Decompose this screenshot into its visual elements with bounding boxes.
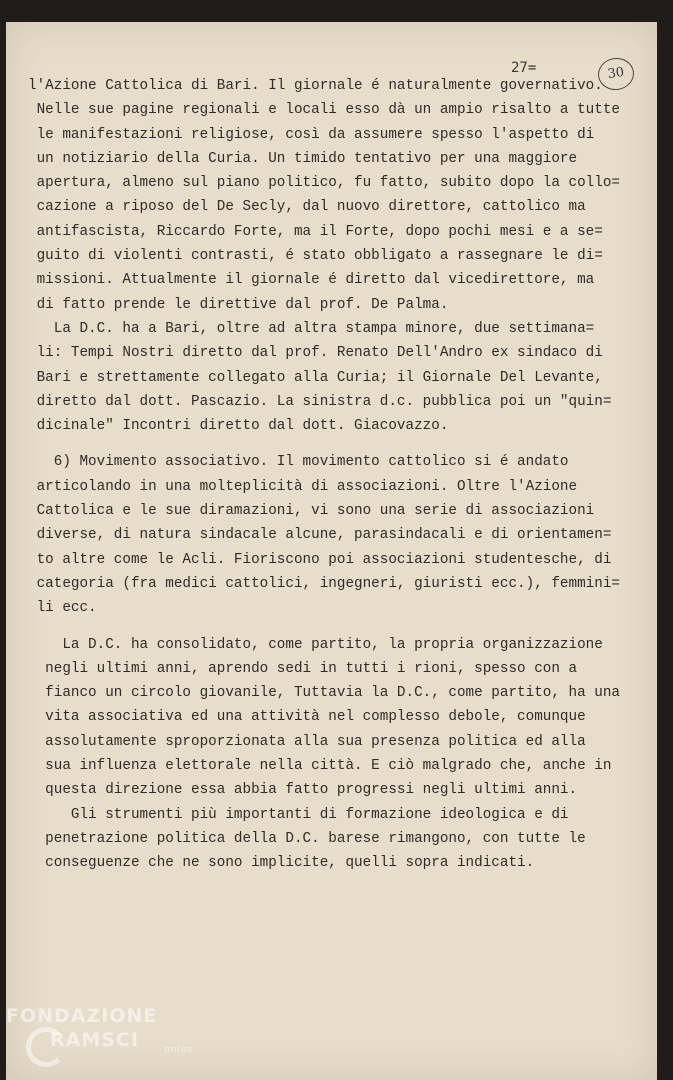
text-line: diretto dal dott. Pascazio. La sinistra d.c. pubblica poi un "quin= (28, 393, 612, 410)
text-line: antifascista, Riccardo Forte, ma il Forte, dopo pochi mesi e a se= (28, 223, 603, 240)
text-line: penetrazione politica della D.C. barese rimangono, con tutte le (28, 830, 586, 847)
text-line: di fatto prende le direttive dal prof. De Palma. (28, 296, 449, 313)
text-line: to altre come le Acli. Fioriscono poi associazioni studentesche, di (28, 551, 612, 568)
body-text (28, 74, 618, 876)
paragraph (28, 633, 618, 876)
text-line: li ecc. (28, 600, 97, 617)
text-line: conseguenze che ne sono implicite, quelli sopra indicati. (28, 855, 535, 872)
watermark-line3: onlus (164, 1045, 194, 1055)
fondazione-gramsci-watermark (6, 1005, 194, 1055)
text-line: l'Azione Cattolica di Bari. Il giornale é naturalmente governativo. (28, 78, 603, 94)
text-line: Bari e strettamente collegato alla Curia; il Giornale Del Levante, (28, 369, 603, 386)
text-line: La D.C. ha consolidato, come partito, la propria organizzazione (28, 636, 603, 653)
paragraph (28, 74, 618, 317)
text-line: le manifestazioni religiose, così da assumere spesso l'aspetto di (28, 126, 595, 143)
text-line: vita associativa ed una attività nel complesso debole, comunque (28, 709, 586, 726)
text-line: missioni. Attualmente il giornale é diretto dal vicedirettore, ma (28, 272, 595, 289)
paragraph-gap (28, 438, 618, 450)
watermark-line1: FONDAZIONE (6, 1005, 158, 1027)
paragraph (28, 317, 618, 438)
page-number: 27= (511, 60, 537, 76)
text-line: diverse, di natura sindacale alcune, parasindacali e di orientamen= (28, 527, 612, 544)
text-line: guito di violenti contrasti, é stato obbligato a rassegnare le di= (28, 248, 603, 265)
text-line: li: Tempi Nostri diretto dal prof. Renato Dell'Andro ex sindaco di (28, 345, 603, 362)
text-line: 6) Movimento associativo. Il movimento cattolico si é andato (28, 454, 569, 471)
text-line: Gli strumenti più importanti di formazione ideologica e di (28, 806, 569, 823)
text-line: dicinale" Incontri diretto dal dott. Giacovazzo. (28, 418, 449, 435)
text-line: fianco un circolo giovanile, Tuttavia la D.C., come partito, ha una (28, 685, 620, 702)
watermark-line2: RAMSCI (50, 1029, 139, 1051)
text-line: La D.C. ha a Bari, oltre ad altra stampa minore, due settimana= (28, 320, 595, 337)
watermark-g-icon (26, 1027, 66, 1067)
archive-number-circled: 30 (596, 56, 636, 93)
text-line: un notiziario della Curia. Un timido tentativo per una maggiore (28, 150, 578, 167)
text-line: categoria (fra medici cattolici, ingegneri, giuristi ecc.), femmini= (28, 575, 620, 592)
text-line: sua influenza elettorale nella città. E ciò malgrado che, anche in (28, 758, 612, 775)
paragraph-gap (28, 621, 618, 633)
text-line: cazione a riposo del De Secly, dal nuovo direttore, cattolico ma (28, 199, 586, 216)
text-line: Nelle sue pagine regionali e locali esso dà un ampio risalto a tutte (28, 102, 620, 119)
text-line: assolutamente sproporzionata alla sua presenza politica ed alla (28, 733, 586, 750)
text-line: Cattolica e le sue diramazioni, vi sono una serie di associazioni (28, 503, 595, 520)
text-line: articolando in una molteplicità di associazioni. Oltre l'Azione (28, 478, 578, 495)
text-line: questa direzione essa abbia fatto progressi negli ultimi anni. (28, 782, 578, 799)
text-line: apertura, almeno sul piano politico, fu fatto, subito dopo la collo= (28, 175, 620, 192)
paragraph (28, 450, 618, 620)
text-line: negli ultimi anni, aprendo sedi in tutti i rioni, spesso con a (28, 660, 578, 677)
